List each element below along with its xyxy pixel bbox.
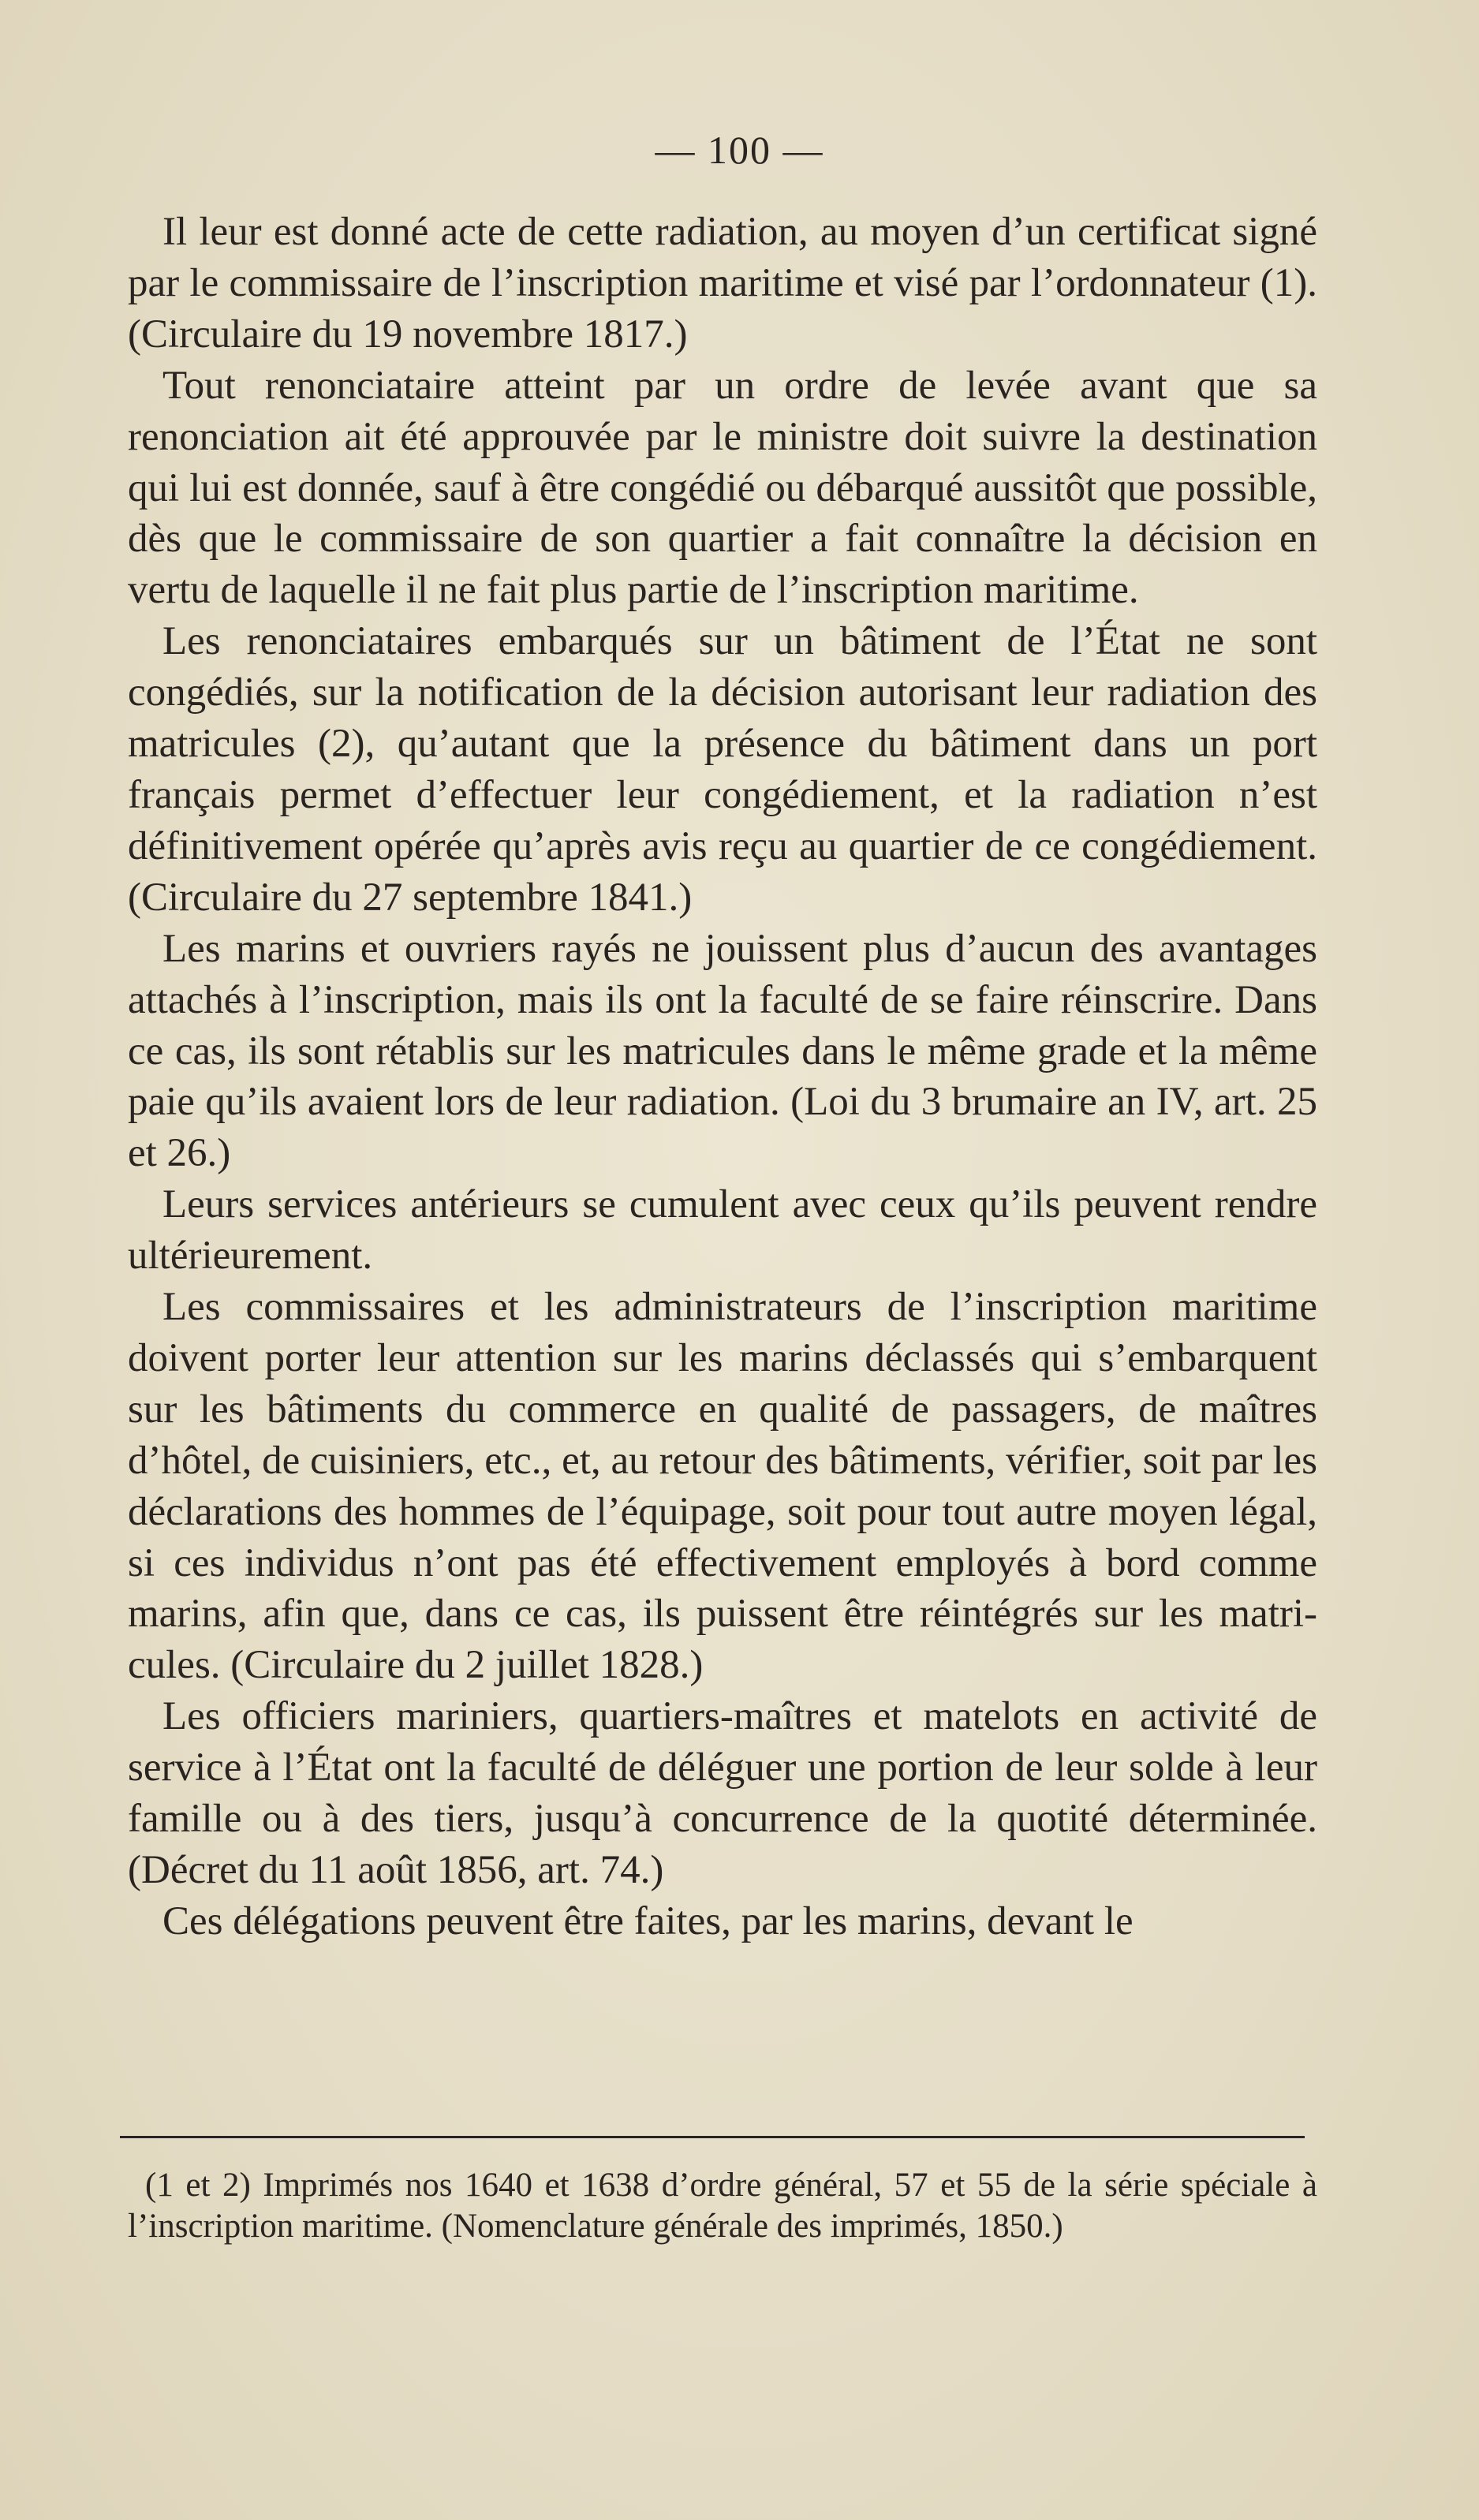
page-number: — 100 — [655,128,824,172]
body-text [128,207,1317,1947]
paragraph: Il leur est donné acte de cette radiation, au moyen d’un certificat signé par le commissaire de l’inscription maritime et visé par l’ordonnateur (1). (Circulaire du 19 novembre 1817.) [128,210,1317,357]
paragraph: Tout renonciataire atteint par un ordre de levée avant que sa renonciation ait été approuvée par le ministre doit suivre la destination qui lui est donnée, sauf à être congédié ou débarqué aussitôt que possible, dès que le commissaire de son quartier a fait connaître la décision en vertu de laquelle il ne fait plus partie de l’inscription maritime. [128,363,1317,613]
paragraph: Ces délégations peuvent être faites, par les marins, devant le [162,1898,1134,1943]
paragraph: Leurs services antérieurs se cumulent avec ceux qu’ils peuvent rendre ultérieurement. [128,1182,1317,1279]
paragraph: Les officiers mariniers, quartiers-maîtres et matelots en activité de service à l’État ont la faculté de déléguer une portion de leur solde à leur famille ou à des tiers, jusqu’à concurrence de la quotité déterminée. (Décret du 11 août 1856, art. 74.) [128,1694,1317,1892]
paragraph: Les commissaires et les administrateurs de l’inscription maritime doivent porter leur attention sur les marins déclassés qui s’embarquent sur les bâtiments du commerce en qualité de passagers, de maîtres d’hôtel, de cuisiniers, etc., et, au retour des bâtiments, vérifier, soit par les déclarations des hommes de l’équipage, soit pour tout autre moyen légal, si ces individus n’ont pas été effectivement employés à bord comme marins, afin que, dans ce cas, ils puissent être réintégrés sur les matricules. (Circulaire du 2 juillet 1828.) [128,1285,1317,1688]
footnote-divider [120,2136,1305,2138]
footnote: (1 et 2) Imprimés nos 1640 et 1638 d’ordre général, 57 et 55 de la série spéciale à l’inscription maritime. (Nomenclature générale des imprimés, 1850.) [128,2167,1317,2245]
paragraph: Les renonciataires embarqués sur un bâtiment de l’État ne sont congédiés, sur la notification de la décision autorisant leur radiation des matricules (2), qu’autant que la présence du bâtiment dans un port français permet d’effectuer leur congédiement, et la radiation n’est définitivement opérée qu’après avis reçu au quartier de ce congédiement. (Circulaire du 27 septembre 1841.) [128,619,1317,920]
paragraph: Les marins et ouvriers rayés ne jouissent plus d’aucun des avantages attachés à l’inscription, mais ils ont la faculté de se faire réinscrire. Dans ce cas, ils sont rétablis sur les matricules dans le même grade et la même paie qu’ils avaient lors de leur radiation. (Loi du 3 brumaire an IV, art. 25 et 26.) [128,926,1317,1176]
